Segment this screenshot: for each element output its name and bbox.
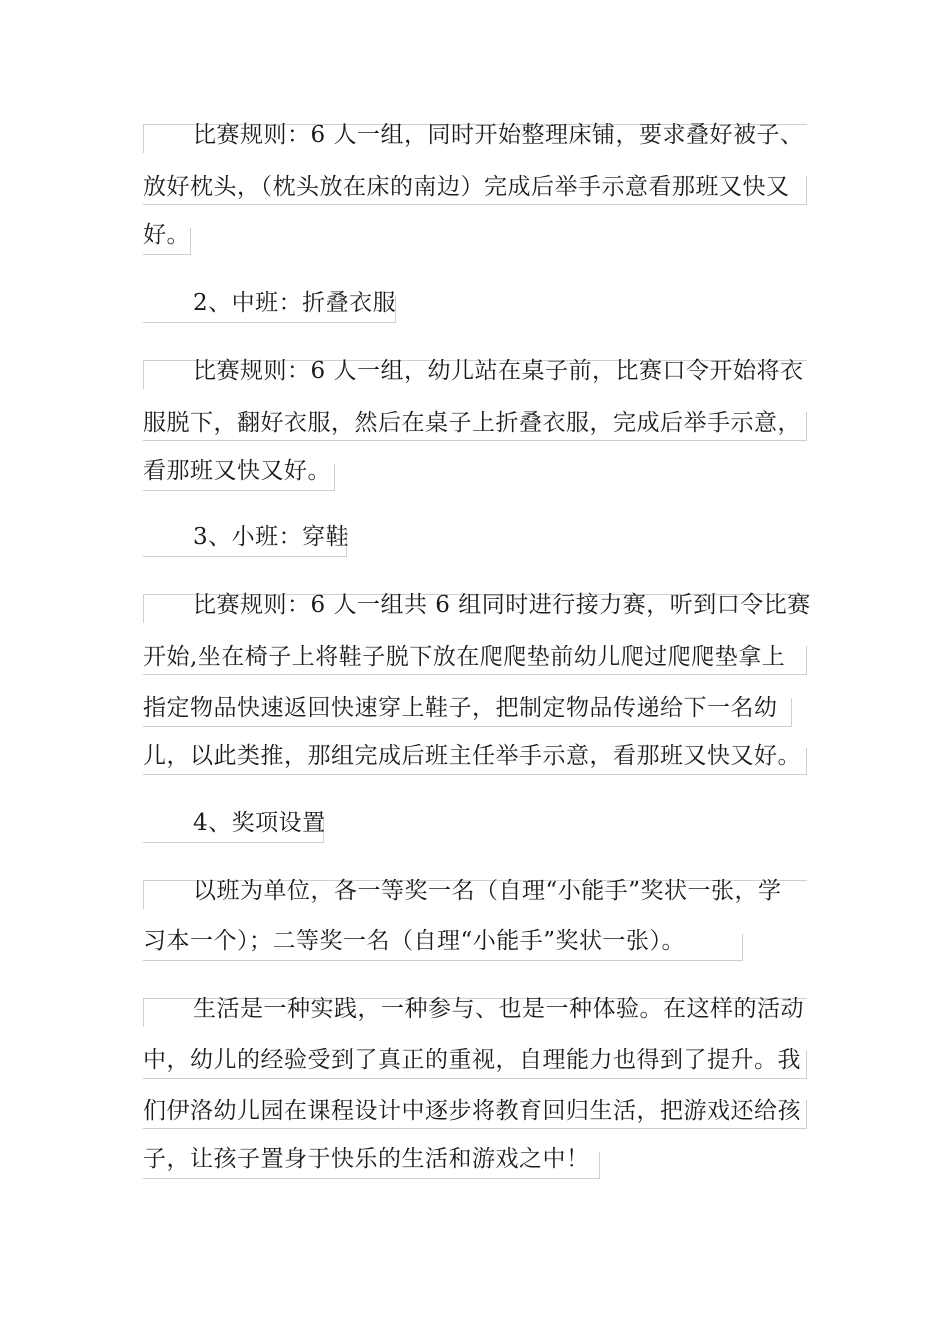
paragraph-line: 比赛规则：6 人一组，幼儿站在桌子前，比赛口令开始将衣 xyxy=(193,358,804,384)
paragraph-line: 比赛规则：6 人一组，同时开始整理床铺，要求叠好被子、 xyxy=(193,122,804,148)
paragraph-line: 子，让孩子置身于快乐的生活和游戏之中！ xyxy=(143,1146,590,1172)
paragraph-line: 放好枕头，（枕头放在床的南边）完成后举手示意看那班又快又 xyxy=(143,174,790,200)
paragraph-line: 服脱下，翻好衣服，然后在桌子上折叠衣服，完成后举手示意， xyxy=(143,410,801,436)
paragraph-line: 看那班又快又好。 xyxy=(143,458,331,484)
paragraph-line: 习本一个）；二等奖一名（自理“小能手”奖状一张）。 xyxy=(143,928,686,954)
paragraph-line: 开始,坐在椅子上将鞋子脱下放在爬爬垫前幼儿爬过爬爬垫拿上 xyxy=(143,644,786,670)
paragraph-line: 以班为单位，各一等奖一名（自理“小能手”奖状一张，学 xyxy=(193,878,782,904)
section-heading: 2、中班：折叠衣服 xyxy=(193,290,397,316)
paragraph-line: 儿，以此类推，那组完成后班主任举手示意，看那班又快又好。 xyxy=(143,743,801,769)
paragraph-line: 好。 xyxy=(143,222,190,248)
paragraph-line: 们伊洛幼儿园在课程设计中逐步将教育回归生活，把游戏还给孩 xyxy=(143,1098,801,1124)
paragraph-line: 中，幼儿的经验受到了真正的重视，自理能力也得到了提升。我 xyxy=(143,1047,801,1073)
paragraph-line: 生活是一种实践，一种参与、也是一种体验。在这样的活动 xyxy=(193,996,804,1022)
section-heading: 3、小班：穿鞋 xyxy=(193,524,350,550)
paragraph-line: 指定物品快速返回快速穿上鞋子，把制定物品传递给下一名幼 xyxy=(143,695,778,721)
paragraph-line: 比赛规则：6 人一组共 6 组同时进行接力赛，听到口令比赛 xyxy=(193,592,811,618)
section-heading: 4、奖项设置 xyxy=(193,810,326,836)
